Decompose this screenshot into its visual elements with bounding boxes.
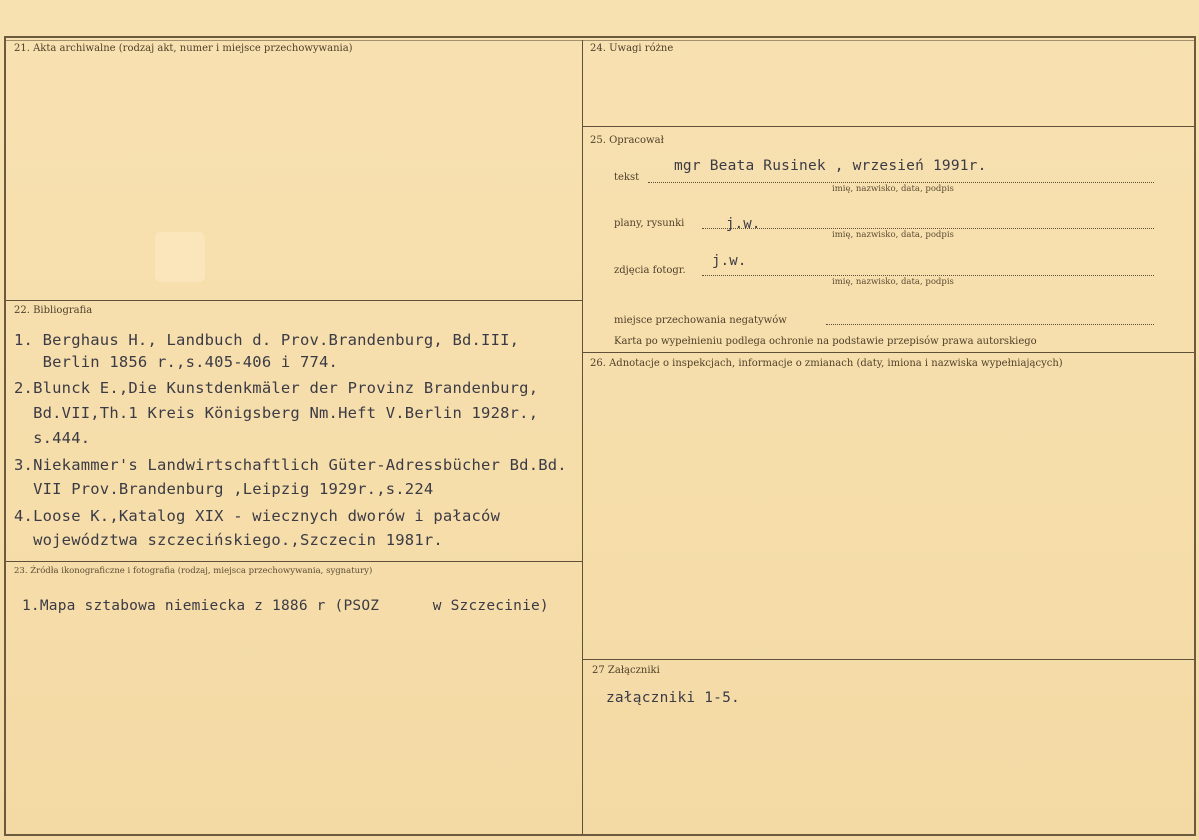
tekst-hint: imię, nazwisko, data, podpis (832, 184, 954, 194)
separator-22-23 (6, 561, 583, 562)
bibliography-entry: 4.Loose K.,Katalog XIX - wiecznych dworów i pałaców (14, 507, 501, 525)
bibliography-entry: 2.Blunck E.,Die Kunstdenkmäler der Provinz Brandenburg, (14, 379, 539, 397)
tekst-line (648, 182, 1154, 183)
paper-smudge (155, 232, 205, 282)
bottom-border (4, 834, 1196, 836)
bibliography-entry: Bd.VII,Th.1 Kreis Königsberg Nm.Heft V.Berlin 1928r., (14, 404, 539, 422)
plany-hint: imię, nazwisko, data, podpis (832, 230, 954, 240)
tekst-value: mgr Beata Rusinek , wrzesień 1991r. (674, 158, 987, 174)
bibliography-entry: s.444. (14, 429, 91, 447)
negatywy-line (826, 324, 1154, 325)
column-divider (582, 40, 583, 834)
left-border (4, 36, 6, 836)
top-border-thin (4, 40, 1196, 41)
negatywy-label: miejsce przechowania negatywów (614, 315, 787, 326)
bibliography-entry: VII Prov.Brandenburg ,Leipzig 1929r.,s.224 (14, 480, 434, 498)
section-21-label: 21. Akta archiwalne (rodzaj akt, numer i miejsce przechowywania) (14, 43, 353, 54)
attachments-value: załączniki 1-5. (606, 690, 740, 706)
right-border (1194, 36, 1196, 836)
section-22-label: 22. Bibliografia (14, 305, 93, 316)
bibliography-entry: województwa szczecińskiego.,Szczecin 1981r. (14, 531, 443, 549)
plany-value: j.w. (726, 216, 761, 232)
separator-25-26 (583, 352, 1194, 353)
bibliography-entry: 3.Niekammer's Landwirtschaftlich Güter-Adressbücher Bd.Bd. (14, 456, 567, 474)
separator-24-25 (583, 126, 1194, 127)
zdjecia-label: zdjęcia fotogr. (614, 265, 686, 276)
section-27-label: 27 Załączniki (592, 665, 660, 676)
zdjecia-value: j.w. (712, 253, 747, 269)
separator-26-27 (583, 659, 1194, 660)
section-26-label: 26. Adnotacje o inspekcjach, informacje o zmianach (daty, imiona i nazwiska wypełniających) (590, 358, 1063, 369)
section-25-label: 25. Opracował (590, 135, 664, 146)
zdjecia-line (702, 275, 1154, 276)
section-24-label: 24. Uwagi różne (590, 43, 674, 54)
tekst-label: tekst (614, 172, 640, 183)
section-23-label: 23. Źródła ikonograficzne i fotografia (rodzaj, miejsca przechowywania, sygnatury) (14, 566, 373, 576)
plany-line (702, 228, 1154, 229)
separator-21-22 (6, 300, 583, 301)
bibliography-entry: 1. Berghaus H., Landbuch d. Prov.Brandenburg, Bd.III, (14, 331, 520, 349)
plany-label: plany, rysunki (614, 218, 685, 229)
iconography-entry: 1.Mapa sztabowa niemiecka z 1886 r (PSOZ w Szczecinie) (22, 598, 549, 614)
top-border (4, 36, 1196, 38)
zdjecia-hint: imię, nazwisko, data, podpis (832, 277, 954, 287)
bibliography-entry: Berlin 1856 r.,s.405-406 i 774. (14, 353, 339, 371)
copyright-note: Karta po wypełnieniu podlega ochronie na podstawie przepisów prawa autorskiego (614, 336, 1037, 347)
